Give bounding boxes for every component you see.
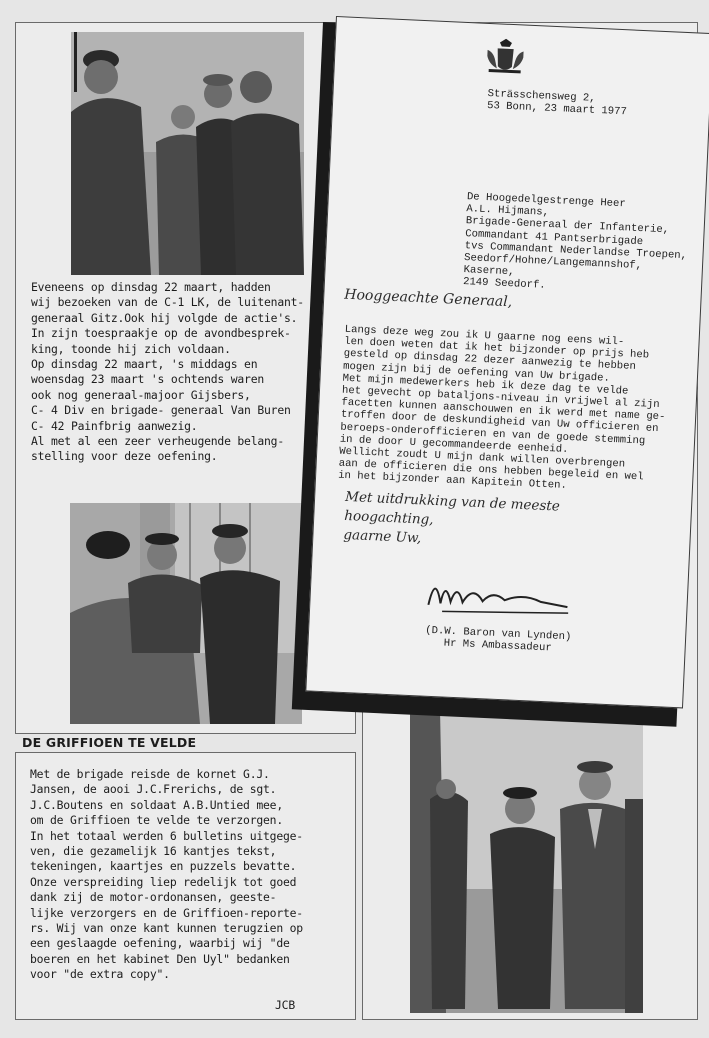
top-story-paragraph: Eveneens op dinsdag 22 maart, hadden wij bezoeken van de C-1 LK, de luitenant- generaal Gitz.Ook hij volgde de actie's. In zijn toespraakje op de avondbesprek- king, toonde hij zich voldaan. Op dinsdag 22 maart, 's middags en woensdag 23 maart 's ochtends waren ook nog generaal-majoor Gijsbers, C- 4 Div en brigade- generaal Van Buren C- 42 Painfbrig aanwezig. Al met al een zeer verheugende belang- stelling voor deze oefening. bbox=[31, 280, 304, 464]
letter-closing: Met uitdrukking van de meeste hoogachting, gaarne Uw, bbox=[343, 488, 561, 547]
photo-officers-group bbox=[71, 32, 304, 275]
letter-salutation: Hooggeachte Generaal, bbox=[344, 286, 513, 311]
handwritten-signature bbox=[422, 567, 574, 624]
section-heading: DE GRIFFIOEN TE VELDE bbox=[22, 735, 197, 750]
letter-address: Strässchensweg 2, 53 Bonn, 23 maart 1977 bbox=[486, 87, 628, 119]
letter-body: Langs deze weg zou ik U gaarne nog eens wil- len doen weten dat ik het bijzonder op prijs heb gesteld op dinsdag 22 dezer aanwezig te hebben mogen zijn bij de oefening van Uw brigade. Met mijn medewerkers heb ik deze dag te velde het gevecht op bataljons-niveau in vrijwel al zijn facetten kunnen aanschouwen en ik werd met name ge- troffen door de deskundigheid van Uw officieren en beroeps-onderofficieren en van de goede stemming in de door U gecommandeerde eenheid. Wellicht zoudt U mijn dank willen overbrengen aan de officieren die ons hebben begeleid en wel in het bijzonder aan Kapitein Otten. bbox=[337, 323, 666, 493]
section-paragraph: Met de brigade reisde de kornet G.J. Jansen, de aooi J.C.Frerichs, de sgt. J.C.Boutens en soldaat A.B.Untied mee, om de Griffioen te velde te verzorgen. In het totaal werden 6 bulletins uitgege- ven, die gezamelijk 16 kantjes tekst, tekeningen, kaartjes en puzzels bevatte. Onze verspreiding liep redelijk tot goed dank zij de motor-ordonansen, geeste- lijke verzorgers en de Griffioen-reporte- rs. Wij van onze kant kunnen terugzien op een geslaagde oefening, waarbij wij "de boeren en het kabinet Den Uyl" bedanken voor "de extra copy". bbox=[30, 767, 303, 982]
letter bbox=[305, 16, 709, 708]
letter-signatory: (D.W. Baron van Lynden) Hr Ms Ambassadeur bbox=[424, 624, 572, 655]
section-signature: JCB bbox=[275, 998, 295, 1012]
crest-icon bbox=[485, 38, 527, 76]
letter-recipient: De Hoogedelgestrenge Heer A.L. Hijmans, Brigade-Generaal der Infanterie, Commandant 41 Pantserbrigade tvs Commandant Nederlandse Troepen, Seedorf/Hohne/Langemannshof, Kaserne, 2149 Seedorf. bbox=[462, 191, 688, 293]
photo-officers-field bbox=[410, 709, 643, 1013]
photo-officers-vehicle bbox=[70, 503, 302, 724]
